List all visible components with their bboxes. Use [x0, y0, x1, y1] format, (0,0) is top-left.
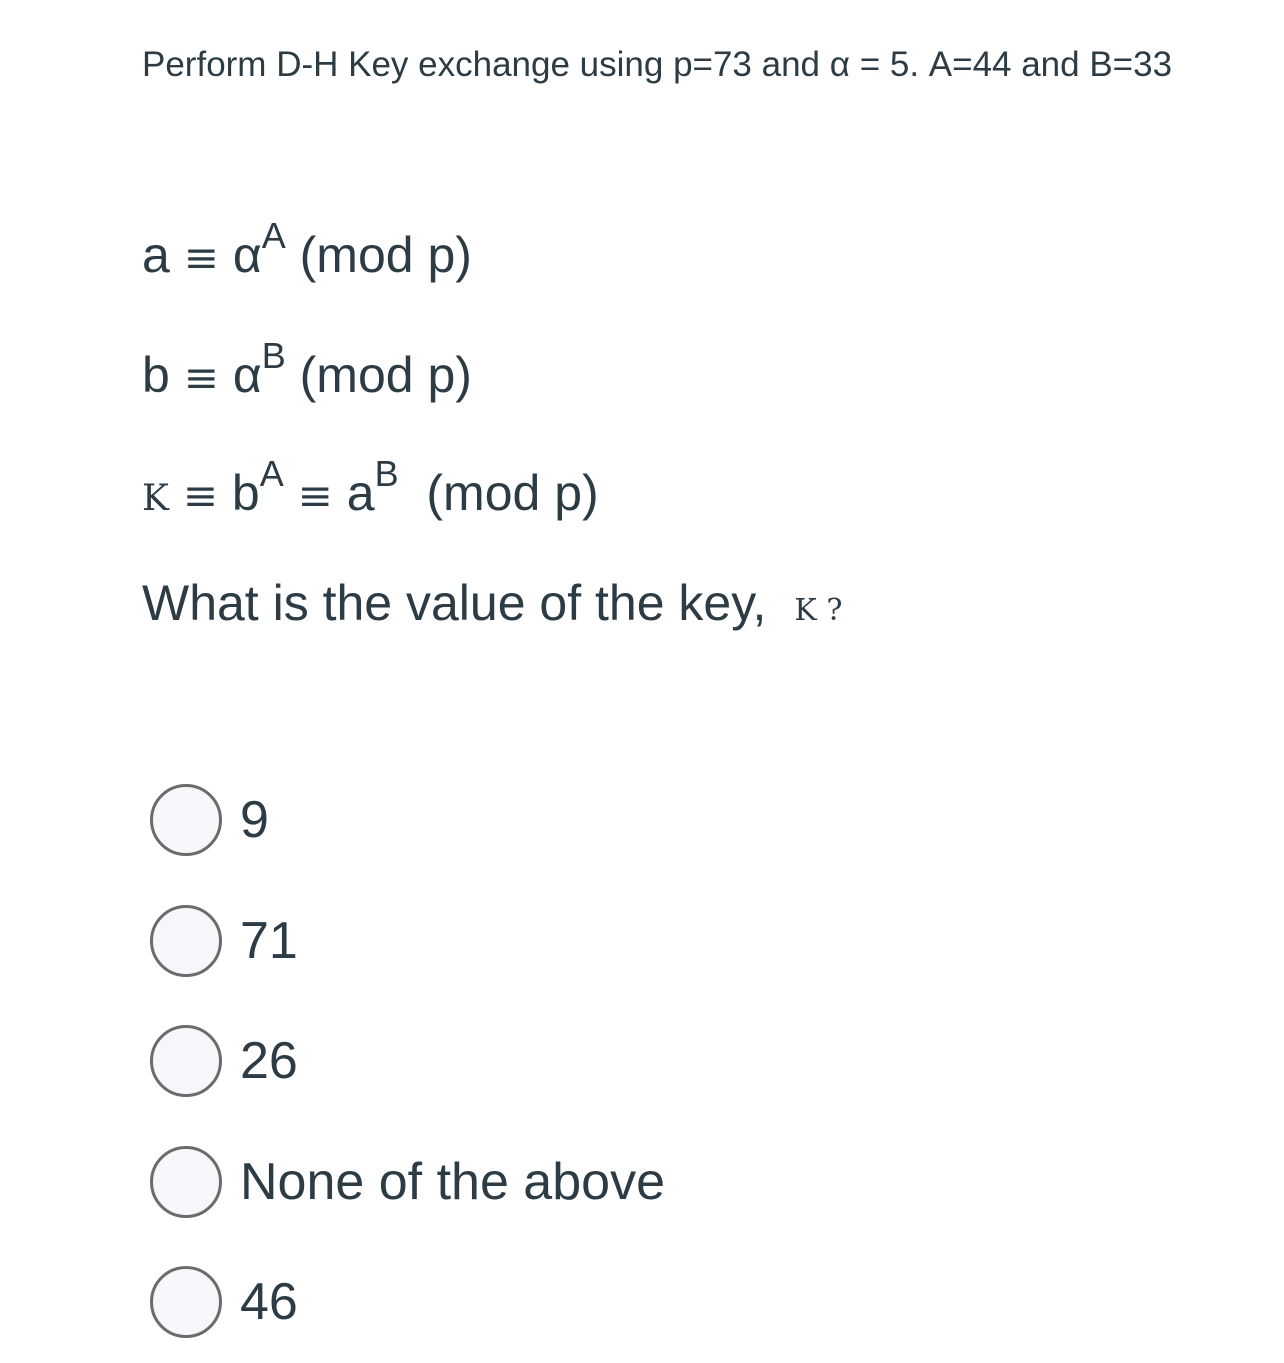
option-26[interactable]: [150, 1001, 950, 1122]
eq-a-congruent: ≡: [183, 233, 219, 282]
equation-k: [142, 453, 599, 521]
eq-a-mod: (mod p): [299, 227, 472, 283]
eq-a-lhs: a: [142, 227, 170, 283]
eq-k-exponent-1: A: [259, 453, 284, 495]
eq-b-base: α: [232, 347, 262, 403]
eq-k-exponent-2: B: [374, 453, 399, 495]
option-label[interactable]: 71: [240, 911, 298, 970]
radio-button[interactable]: [150, 1146, 222, 1218]
eq-a-exponent: A: [261, 215, 286, 257]
eq-b-exponent: B: [261, 335, 286, 377]
eq-k-lhs: K: [142, 478, 169, 519]
equation-b: [142, 335, 472, 403]
radio-button[interactable]: [150, 784, 222, 856]
option-label[interactable]: 9: [240, 791, 269, 850]
radio-button[interactable]: [150, 905, 222, 977]
radio-button[interactable]: [150, 1025, 222, 1097]
option-9[interactable]: [150, 760, 950, 881]
option-label[interactable]: None of the above: [240, 1152, 665, 1211]
answer-options: [150, 760, 950, 1363]
eq-b-congruent: ≡: [183, 353, 219, 402]
prompt: [142, 574, 842, 632]
eq-k-congruent-2: ≡: [297, 471, 333, 520]
prompt-symbol: K ?: [794, 593, 843, 628]
option-46[interactable]: [150, 1242, 950, 1363]
option-71[interactable]: [150, 881, 950, 1002]
eq-k-base-2: a: [346, 465, 375, 521]
eq-k-congruent-1: ≡: [182, 471, 219, 520]
eq-b-lhs: b: [142, 347, 170, 403]
eq-k-base-1: b: [231, 465, 260, 521]
eq-a-base: α: [232, 227, 262, 283]
equation-a: [142, 215, 472, 283]
eq-b-mod: (mod p): [299, 347, 472, 403]
eq-k-mod: (mod p): [426, 465, 599, 521]
question-text: Perform D-H Key exchange using p=73 and α = 5. A=44 and B=33: [142, 45, 1173, 84]
option-label[interactable]: 26: [240, 1032, 298, 1091]
radio-button[interactable]: [150, 1266, 222, 1338]
option-label[interactable]: 46: [240, 1273, 298, 1332]
option-none-of-the-above[interactable]: [150, 1122, 950, 1243]
prompt-text: What is the value of the key,: [142, 575, 767, 631]
